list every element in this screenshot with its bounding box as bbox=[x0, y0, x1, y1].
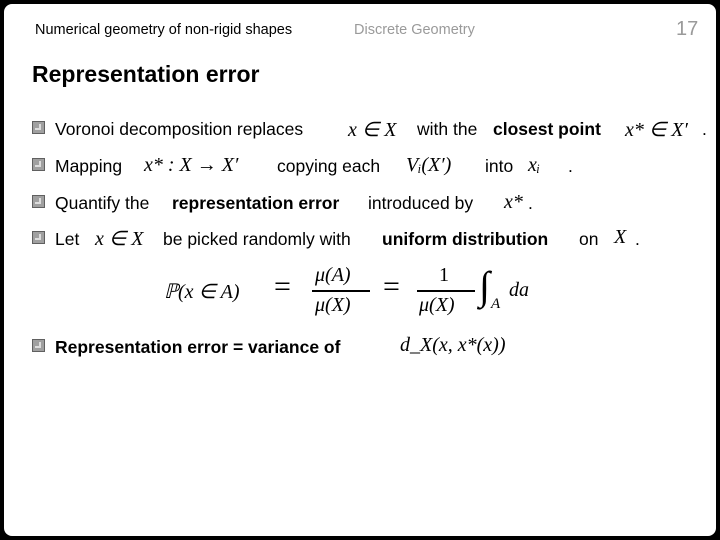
bullet-1-text-with: with the bbox=[417, 119, 478, 139]
bullet-5-text: Representation error = variance of bbox=[55, 337, 341, 357]
bullet-2-text-copying: copying each bbox=[277, 156, 381, 176]
equation-frac1-den: μ(X) bbox=[315, 294, 351, 316]
equation-frac2-num: 1 bbox=[439, 264, 449, 286]
equation-equals-2: = bbox=[383, 270, 400, 303]
equation-integral: ∫ bbox=[479, 263, 490, 308]
bullet-4-math-X: X bbox=[614, 226, 627, 248]
bullet-3-bold: representation error bbox=[172, 193, 340, 213]
page-number: 17 bbox=[676, 18, 699, 40]
bullet-1-math-x: x ∈ X bbox=[348, 119, 397, 141]
bullet-4-text: Let bbox=[55, 229, 80, 249]
bullet-marker bbox=[32, 231, 45, 244]
bullet-4-text-picked: be picked randomly with bbox=[163, 229, 351, 249]
bullet-marker bbox=[32, 339, 45, 352]
slide bbox=[4, 4, 716, 536]
bullet-2-math-map: x* : X → X′ bbox=[144, 154, 239, 176]
bullet-marker bbox=[32, 121, 45, 134]
bullet-2-text-into: into bbox=[485, 156, 514, 176]
equation-integral-sub: A bbox=[491, 296, 501, 312]
bullet-2-text: Mapping bbox=[55, 156, 123, 176]
equation-frac1-num: μ(A) bbox=[315, 264, 351, 286]
equation-equals-1: = bbox=[274, 270, 291, 303]
course-title: Numerical geometry of non-rigid shapes bbox=[35, 22, 293, 38]
bullet-2-math-voronoi: Vᵢ(X′) bbox=[406, 154, 452, 176]
bullet-5-math: d_X(x, x*(x)) bbox=[400, 334, 506, 356]
bullet-4-math-x: x ∈ X bbox=[95, 228, 144, 250]
bullet-3-period: . bbox=[528, 193, 533, 213]
bullet-3-math-xstar: x* bbox=[504, 191, 523, 213]
bullet-marker bbox=[32, 158, 45, 171]
bullet-4-bold: uniform distribution bbox=[382, 229, 549, 249]
bullet-3-text: Quantify the bbox=[55, 193, 150, 213]
bullet-1-math-xstar: x* ∈ X′ bbox=[625, 119, 688, 141]
bullet-4-text-on: on bbox=[579, 229, 599, 249]
bullet-2-period: . bbox=[568, 156, 573, 176]
slide-title: Representation error bbox=[32, 61, 260, 87]
bullet-1-period: . bbox=[702, 119, 707, 139]
bullet-1-text: Voronoi decomposition replaces bbox=[55, 119, 304, 139]
equation-lhs: ℙ(x ∈ A) bbox=[164, 281, 240, 303]
bullet-3-text-introduced: introduced by bbox=[368, 193, 474, 213]
bullet-1-bold: closest point bbox=[493, 119, 601, 139]
equation-frac2-den: μ(X) bbox=[419, 294, 455, 316]
topic-label: Discrete Geometry bbox=[354, 22, 475, 38]
bullet-2-math-xi: xᵢ bbox=[528, 154, 541, 176]
bullet-4-period: . bbox=[635, 229, 640, 249]
equation-frac1-bar bbox=[312, 290, 370, 292]
equation-frac2-bar bbox=[417, 290, 475, 292]
equation-integrand: da bbox=[509, 279, 529, 301]
bullet-marker bbox=[32, 195, 45, 208]
